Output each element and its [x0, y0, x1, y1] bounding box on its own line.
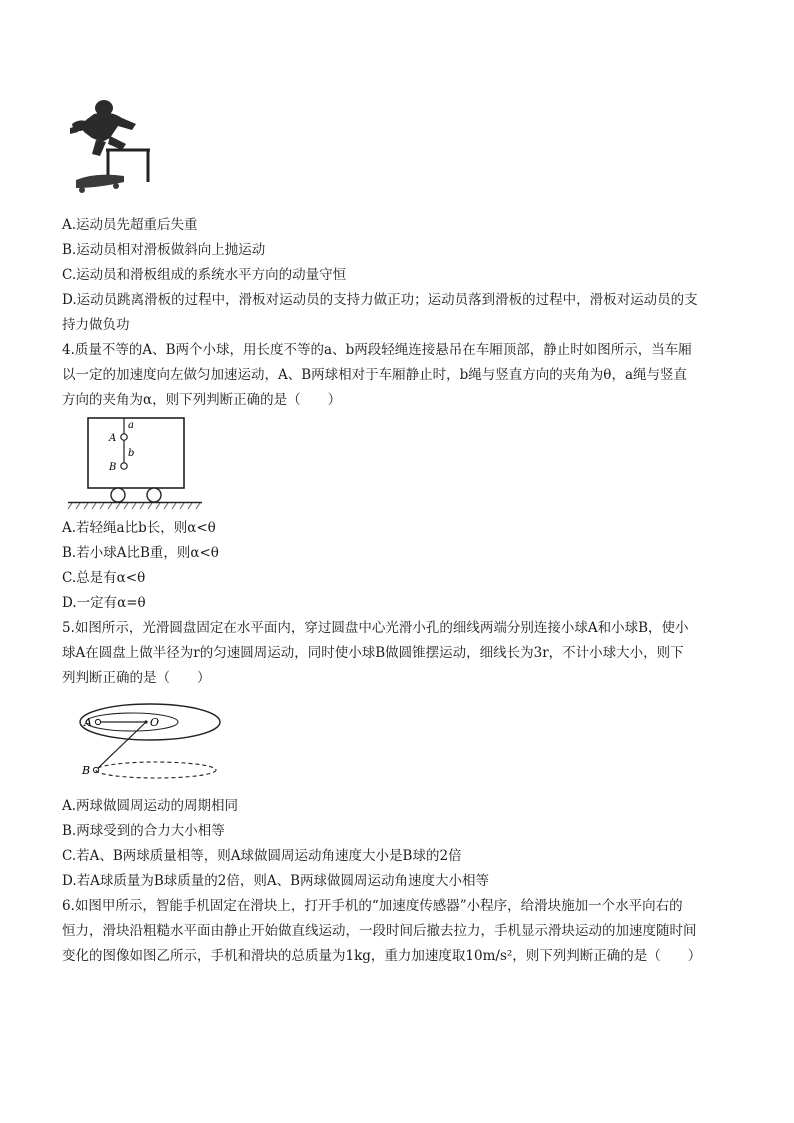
q3-option-d-continued: 持力做负功: [62, 317, 130, 333]
q3-option-d: D.运动员跳离滑板的过程中，滑板对运动员的支持力做正功；运动员落到滑板的过程中，滑板对运动员的支: [62, 292, 698, 308]
athlete-silhouette: [70, 100, 136, 156]
q5-option-a: A.两球做圆周运动的周期相同: [62, 798, 239, 814]
q4-option-c: C.总是有α<θ: [62, 570, 146, 586]
q4-option-d: D.一定有α=θ: [62, 595, 146, 611]
q5-stem-line-2: 球A在圆盘上做半径为r的匀速圆周运动，同时使小球B做圆锥摆运动，细线长为3r，不计小球大小，则下: [62, 645, 684, 661]
label-b: B: [82, 764, 91, 777]
ball-a: [121, 434, 127, 440]
ground-hatching: [68, 503, 200, 509]
q5-stem-line-1: 5.如图所示，光滑圆盘固定在水平面内，穿过圆盘中心光滑小孔的细线两端分别连接小球A和小球B，使小: [62, 620, 689, 636]
ball-b: [121, 463, 127, 469]
q3-option-a: A.运动员先超重后失重: [62, 217, 198, 233]
disc-pendulum-diagram: [74, 700, 224, 784]
ball-b-path: [96, 762, 216, 778]
q5-option-b: B.两球受到的合力大小相等: [62, 823, 225, 839]
label-ball-b: B: [109, 462, 117, 473]
skateboard-jump-figure: [66, 98, 166, 200]
q4-option-b: B.若小球A比B重，则α<θ: [62, 545, 219, 561]
q5-option-c: C.若A、B两球质量相等，则A球做圆周运动角速度大小是B球的2倍: [62, 848, 462, 864]
skateboard: [76, 175, 124, 193]
label-ball-a: A: [109, 433, 117, 444]
disc-pendulum-figure: [74, 700, 224, 784]
label-rope-a: a: [128, 420, 134, 431]
train-car-diagram: [66, 414, 206, 510]
label-o: O: [150, 716, 160, 729]
q3-option-c: C.运动员和滑板组成的系统水平方向的动量守恒: [62, 267, 347, 283]
q5-option-d: D.若A球质量为B球质量的2倍，则A、B两球做圆周运动角速度大小相等: [62, 873, 490, 889]
skateboarder-illustration: [66, 98, 166, 200]
q6-stem-line-1: 6.如图甲所示，智能手机固定在滑块上，打开手机的“加速度传感器”小程序，给滑块施加一个水平向右的: [62, 898, 683, 914]
car-body: [88, 418, 184, 488]
q4-stem-line-1: 4.质量不等的A、B两个小球，用长度不等的a、b两段轻绳连接悬吊在车厢顶部，静止时如图所示，当车厢: [62, 342, 692, 358]
q3-option-b: B.运动员相对滑板做斜向上抛运动: [62, 242, 266, 258]
train-car-figure: [66, 414, 206, 510]
q4-stem-line-3: 方向的夹角为α，则下列判断正确的是（ ）: [62, 392, 342, 408]
ball-a: [95, 719, 100, 724]
q6-stem-line-3: 变化的图像如图乙所示，手机和滑块的总质量为1kg，重力加速度取10m/s²，则下列判断正确的是（ ）: [62, 948, 702, 964]
q5-stem-line-3: 列判断正确的是（ ）: [62, 670, 211, 686]
q4-stem-line-2: 以一定的加速度向左做匀加速运动，A、B两球相对于车厢静止时，b绳与竖直方向的夹角为θ，a绳与竖直: [62, 367, 687, 383]
q4-option-a: A.若轻绳a比b长，则α<θ: [62, 520, 216, 536]
wheel-left: [111, 488, 125, 502]
q6-stem-line-2: 恒力，滑块沿粗糙水平面由静止开始做直线运动，一段时间后撤去拉力，手机显示滑块运动的加速度随时间: [62, 923, 697, 939]
wheel-right: [147, 488, 161, 502]
label-a: A: [84, 716, 92, 729]
label-rope-b: b: [128, 448, 135, 459]
